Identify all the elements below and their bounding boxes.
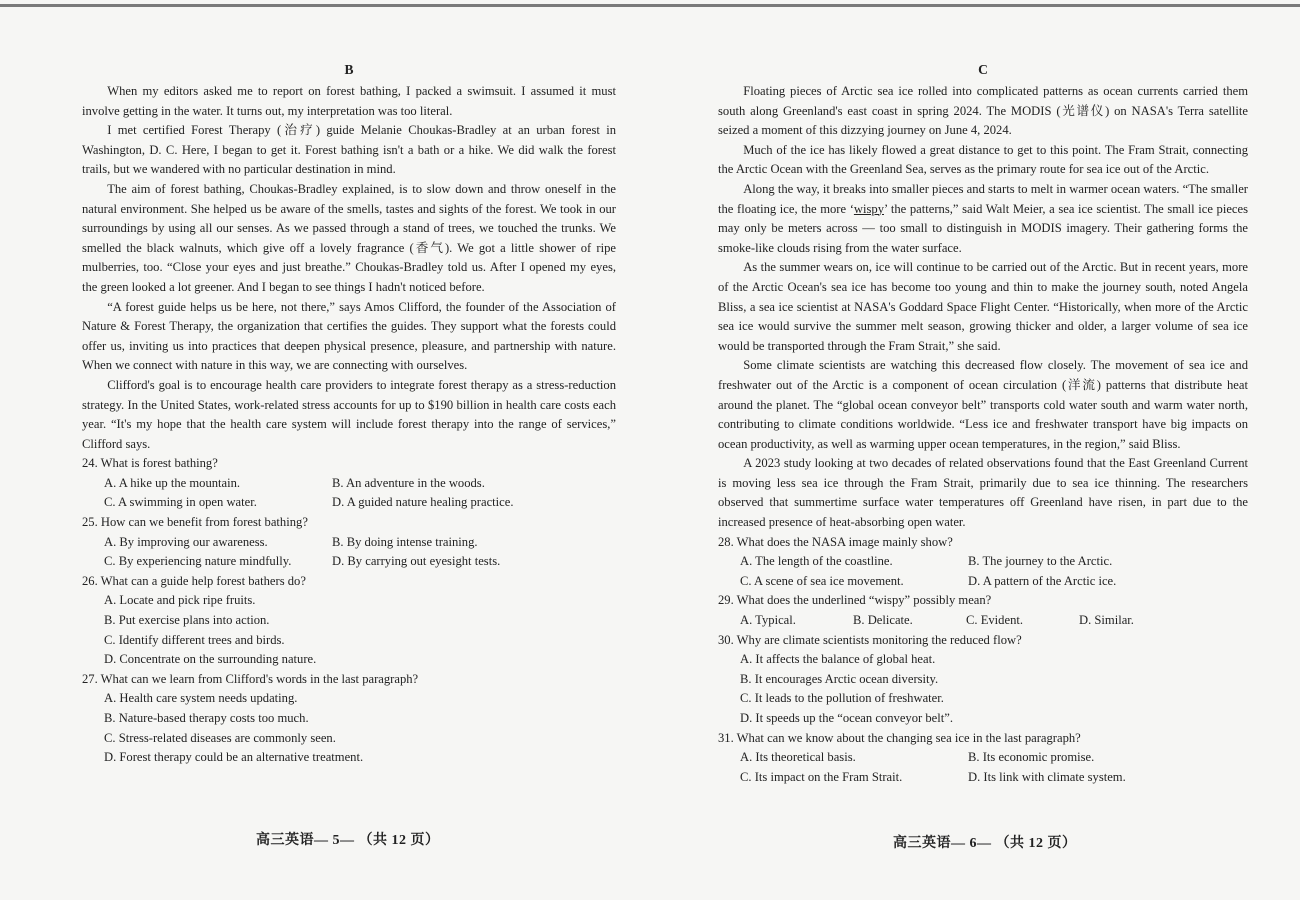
question-26-option-a: A. Locate and pick ripe fruits.	[104, 593, 256, 608]
section-heading-b: B	[344, 62, 354, 77]
question-31-option-c: C. Its impact on the Fram Strait.	[740, 769, 903, 784]
question-28-option-a: A. The length of the coastline.	[740, 554, 893, 569]
question-30-option-a: A. It affects the balance of global heat.	[740, 652, 936, 667]
question-31-options	[718, 748, 1248, 787]
question-24-stem: 24. What is forest bathing?	[82, 456, 218, 471]
question-27-option-c: C. Stress-related diseases are commonly seen.	[104, 730, 336, 745]
paragraph-3-text-after: ’ the patterns,” said Walt Meier, a sea ice scientist. The small ice pieces may only be meters across — too small to distinguish in MODIS imagery. Their gathering forms the smoke-like clouds rising from the water surface.	[718, 201, 1248, 255]
question-24-option-a: A. A hike up the mountain.	[104, 475, 241, 490]
question-30-stem: 30. Why are climate scientists monitoring the reduced flow?	[718, 632, 1022, 647]
question-25-option-b: B. By doing intense training.	[332, 534, 478, 549]
question-28-option-b: B. The journey to the Arctic.	[968, 554, 1113, 569]
question-29-option-d: D. Similar.	[1079, 613, 1134, 628]
page-footer-6: 高三英语— 6— （共 12 页）	[893, 836, 1077, 851]
question-26-option-d: D. Concentrate on the surrounding nature.	[104, 652, 317, 667]
question-24-option-d: D. A guided nature healing practice.	[332, 495, 514, 510]
question-24-options	[82, 474, 616, 513]
question-27-option-d: D. Forest therapy could be an alternative treatment.	[104, 750, 364, 765]
question-28-options	[718, 552, 1248, 591]
passage-b-paragraph-2: I met certified Forest Therapy (治疗) guide Melanie Choukas-Bradley at an urban forest in Washington, D. C. Here, I began to get it. Forest bathing isn't a bath or a hike. We did walk the forest trails, but we wandered with no particular destination in mind.	[82, 123, 616, 177]
question-24-option-c: C. A swimming in open water.	[104, 495, 257, 510]
page-footer-5: 高三英语— 5— （共 12 页）	[256, 833, 440, 848]
question-25-option-a: A. By improving our awareness.	[104, 534, 268, 549]
question-28-option-c: C. A scene of sea ice movement.	[740, 573, 904, 588]
passage-c-paragraph-4: As the summer wears on, ice will continue to be carried out of the Arctic. But in recent years, more of the Arctic Ocean's sea ice has become too young and thin to make the journey south, noted Angela Bliss, a sea ice scientist at NASA's Goddard Space Flight Center. “Historically, when more of the Arctic sea ice would survive the summer melt season, growing thicker and older, a larger volume of sea ice would be transported through the Fram Strait,” she said.	[718, 260, 1248, 353]
question-26-option-c: C. Identify different trees and birds.	[104, 632, 285, 647]
question-25-stem: 25. How can we benefit from forest bathing?	[82, 515, 308, 530]
question-26-option-b: B. Put exercise plans into action.	[104, 613, 270, 628]
passage-b-column	[82, 60, 616, 768]
passage-c-column	[718, 60, 1248, 787]
page-top-border	[0, 4, 1300, 7]
question-31-option-d: D. Its link with climate system.	[968, 769, 1126, 784]
question-24-option-b: B. An adventure in the woods.	[332, 475, 485, 490]
passage-c-paragraph-1: Floating pieces of Arctic sea ice rolled into complicated patterns as ocean currents carried them south along Greenland's east coast in spring 2024. The MODIS (光谱仪) on NASA's Terra satellite seized a moment of this dizzying journey on June 4, 2024.	[718, 84, 1248, 138]
question-29-option-a: A. Typical.	[740, 613, 796, 628]
question-31-option-a: A. Its theoretical basis.	[740, 750, 856, 765]
question-30-option-b: B. It encourages Arctic ocean diversity.	[740, 671, 939, 686]
question-27-stem: 27. What can we learn from Clifford's words in the last paragraph?	[82, 671, 419, 686]
passage-b-paragraph-4: “A forest guide helps us be here, not there,” says Amos Clifford, the founder of the Association of Nature & Forest Therapy, the organization that certifies the guides. They support what the forests could offer us, inviting us into practices that deepen physical presence, pleasure, and partnership with nature. When we connect with nature in this way, we are connecting with ourselves.	[82, 299, 616, 373]
question-28-option-d: D. A pattern of the Arctic ice.	[968, 573, 1117, 588]
question-30-option-d: D. It speeds up the “ocean conveyor belt”.	[740, 711, 953, 725]
question-30-option-c: C. It leads to the pollution of freshwater.	[740, 691, 944, 706]
section-heading-c: C	[978, 62, 988, 77]
paragraph-3-text-before: Along the way, it breaks into smaller pieces and starts to melt in warmer ocean waters. “The smaller the floating ice, the more ‘	[718, 181, 1248, 216]
passage-c-paragraph-5: Some climate scientists are watching this decreased flow closely. The movement of sea ice and freshwater out of the Arctic is a component of ocean circulation (洋流) patterns that distribute heat around the planet. The “global ocean conveyor belt” transports cold water south and warm water north, contributing to climate conditions worldwide. “Less ice and freshwater transport have big impacts on ocean productivity, as well as warming upper ocean temperatures, in the region,” said Bliss.	[718, 358, 1248, 451]
question-29-option-c: C. Evident.	[966, 613, 1024, 628]
passage-c-paragraph-6: A 2023 study looking at two decades of related observations found that the East Greenland Current is moving less sea ice through the Fram Strait, primarily due to sea ice thinning. The researchers observed that summertime surface water temperatures off Greenland have risen, in part due to the increased presence of heat-absorbing open water.	[718, 456, 1248, 530]
question-29-options	[718, 611, 1248, 631]
passage-b-paragraph-3: The aim of forest bathing, Choukas-Bradley explained, is to slow down and throw oneself in the natural environment. She helped us be aware of the smells, tastes and sights of the forest. We took in our surroundings by using all our senses. As we passed through a stand of trees, we touched the trunks. We smelled the black walnuts, which give off a lovely fragrance (香气). We got a little shower of ripe mulberries, too. “Close your eyes and just breathe.” Choukas-Bradley told us. After I opened my eyes, the green looked a lot greener. And I began to see things I hadn't noticed before.	[82, 181, 616, 294]
underlined-word-wispy: wispy	[853, 201, 884, 216]
question-28-stem: 28. What does the NASA image mainly show?	[718, 534, 953, 549]
passage-c-paragraph-3	[718, 180, 1248, 258]
question-29-option-b: B. Delicate.	[853, 613, 913, 628]
question-31-option-b: B. Its economic promise.	[968, 750, 1095, 765]
passage-b-paragraph-5: Clifford's goal is to encourage health care providers to integrate forest therapy as a stress-reduction strategy. In the United States, work-related stress accounts for up to $190 billion in health care costs each year. “It's my hope that the health care system will include forest therapy into the range of services,” Clifford says.	[82, 377, 616, 451]
question-27-option-b: B. Nature-based therapy costs too much.	[104, 711, 309, 725]
passage-c-paragraph-2: Much of the ice has likely flowed a great distance to get to this point. The Fram Strait, connecting the Arctic Ocean with the Greenland Sea, serves as the primary route for sea ice out of the Arctic.	[718, 142, 1248, 177]
question-27-option-a: A. Health care system needs updating.	[104, 691, 298, 706]
question-29-stem: 29. What does the underlined “wispy” possibly mean?	[718, 593, 992, 608]
question-25-option-d: D. By carrying out eyesight tests.	[332, 554, 501, 569]
question-25-option-c: C. By experiencing nature mindfully.	[104, 554, 292, 569]
question-25-options	[82, 533, 616, 572]
question-26-stem: 26. What can a guide help forest bathers do?	[82, 573, 306, 588]
question-31-stem: 31. What can we know about the changing sea ice in the last paragraph?	[718, 730, 1081, 745]
passage-b-paragraph-1: When my editors asked me to report on forest bathing, I packed a swimsuit. I assumed it must involve getting in the water. It turns out, my interpretation was too literal.	[82, 84, 616, 118]
